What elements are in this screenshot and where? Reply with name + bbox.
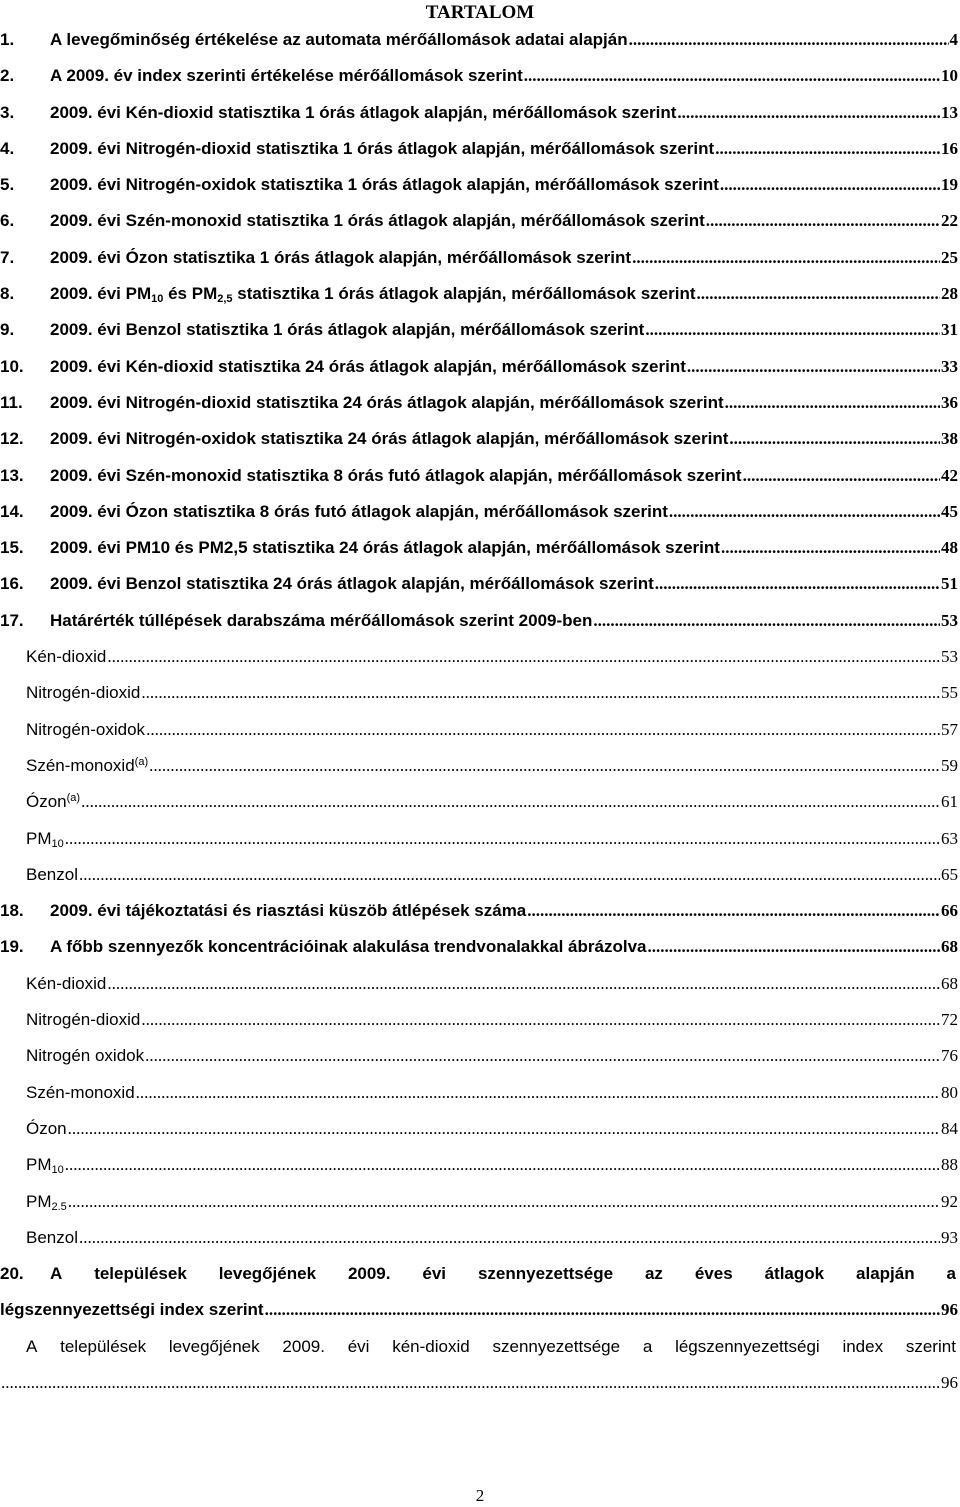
dot-leader <box>720 175 940 195</box>
dot-leader <box>645 320 940 340</box>
subentry-text: Nitrogén-dioxid <box>26 683 141 703</box>
toc-subentry-benzene[interactable] <box>0 865 960 901</box>
dot-leader <box>725 393 940 413</box>
toc-title: TARTALOM <box>425 2 535 23</box>
entry-text: 2009. évi Kén-dioxid statisztika 24 órás átlagok alapján, mérőállomások szerint <box>50 356 686 376</box>
entry-page: 28 <box>941 284 958 304</box>
dot-leader <box>136 1083 940 1103</box>
dot-leader <box>107 974 940 994</box>
dot-leader <box>68 1119 940 1139</box>
subentry-text: Kén-dioxid <box>26 647 107 667</box>
entry-page: 38 <box>941 429 958 449</box>
toc-subentry-no2-trend[interactable] <box>0 1010 960 1046</box>
entry-page: 22 <box>941 211 958 231</box>
dot-leader <box>593 611 940 631</box>
dot-leader <box>527 901 940 921</box>
entry-number: 6. <box>0 211 15 231</box>
toc-entry-10[interactable] <box>0 357 960 393</box>
subentry-page: 63 <box>941 828 958 848</box>
entry-line-2 <box>0 1300 960 1336</box>
entry-text: 2009. évi Benzol statisztika 24 órás átlagok alapján, mérőállomások szerint <box>50 574 654 594</box>
toc-subentry-nox[interactable] <box>0 720 960 756</box>
word: index <box>842 1336 884 1356</box>
toc-subentry-co[interactable] <box>0 756 960 792</box>
subentry-text-part: PM <box>26 828 52 848</box>
word: a <box>642 1336 653 1356</box>
word: éves <box>694 1264 733 1284</box>
entry-text: Határérték túllépések darabszáma mérőállomások szerint 2009-ben <box>50 610 593 630</box>
subscript: 10 <box>51 837 64 850</box>
word: levegőjének <box>168 1336 260 1356</box>
subscript: 2,5 <box>217 293 233 306</box>
entry-number: 5. <box>0 175 15 195</box>
entry-number: 14. <box>0 501 24 521</box>
toc-subentry-ozone[interactable] <box>0 792 960 828</box>
dot-leader <box>687 357 940 377</box>
subentry-text: Szén-monoxid <box>26 1082 135 1102</box>
subentry-page: 68 <box>941 973 958 993</box>
entry-text-continued: légszennyezettségi index szerint <box>0 1300 264 1320</box>
dot-leader <box>647 937 940 957</box>
subentry-page: 84 <box>941 1118 958 1138</box>
entry-text: 2009. évi Szén-monoxid statisztika 8 órás futó átlagok alapján, mérőállomások szerint <box>50 465 742 485</box>
entry-number: 18. <box>0 901 24 921</box>
entry-page: 19 <box>941 175 958 195</box>
entry-text <box>50 284 696 304</box>
word: A <box>50 1264 63 1284</box>
toc-entry-15[interactable] <box>0 538 960 574</box>
subentry-text-part: Szén-monoxid <box>26 755 135 775</box>
entry-text <box>50 1264 956 1284</box>
entry-text: A levegőminőség értékelése az automata mérőállomások adatai alapján <box>50 30 628 49</box>
entry-page: 42 <box>941 465 958 485</box>
subentry-text: Ózon <box>26 1118 67 1138</box>
entry-page: 31 <box>941 320 958 340</box>
entry-number: 16. <box>0 574 24 594</box>
subentry-text <box>26 829 64 849</box>
subentry-text: Nitrogén-oxidok <box>26 719 146 739</box>
word: szerint <box>905 1336 956 1356</box>
entry-text-part: 2009. évi PM <box>50 284 152 304</box>
subentry-text: Nitrogén-dioxid <box>26 1010 141 1030</box>
subentry-page: 80 <box>941 1082 958 1102</box>
entry-text: A 2009. év index szerinti értékelése mérőállomások szerint <box>50 66 523 86</box>
dot-leader <box>721 538 940 558</box>
entry-text: 2009. évi Kén-dioxid statisztika 1 órás átlagok alapján, mérőállomások szerint <box>50 102 677 122</box>
dot-leader <box>65 1155 940 1175</box>
toc-entry-17[interactable] <box>0 611 960 647</box>
dot-leader <box>524 66 940 86</box>
entry-text: 2009. évi Ózon statisztika 8 órás futó átlagok alapján, mérőállomások szerint <box>50 501 668 521</box>
entry-number: 4. <box>0 138 15 158</box>
subscript: 2.5 <box>51 1200 67 1213</box>
dot-leader <box>729 429 940 449</box>
subentry-text <box>26 756 148 776</box>
entry-page: 51 <box>941 574 958 594</box>
entry-number: 11. <box>0 392 23 412</box>
dot-leader <box>715 139 940 159</box>
entry-number: 3. <box>0 102 15 122</box>
entry-number: 12. <box>0 429 24 449</box>
toc-entry-20[interactable] <box>0 1264 960 1337</box>
entry-text: 2009. évi Nitrogén-dioxid statisztika 1 órás átlagok alapján, mérőállomások szerint <box>50 138 715 158</box>
word: települések <box>94 1264 187 1284</box>
entry-number: 19. <box>0 937 24 957</box>
entry-line-1 <box>0 1264 960 1300</box>
toc-entry-9[interactable] <box>0 320 960 356</box>
dot-leader <box>68 1192 940 1212</box>
dot-leader <box>669 502 940 522</box>
entry-text: A főbb szennyezők koncentrációinak alakulása trendvonalakkal ábrázolva <box>50 937 647 957</box>
subentry-page: 65 <box>941 864 958 884</box>
subentry-text <box>26 1337 956 1357</box>
subentry-text: Benzol <box>26 864 78 884</box>
subentry-page: 61 <box>941 792 958 812</box>
dot-leader <box>141 1010 940 1030</box>
entry-page: 68 <box>941 937 958 957</box>
toc-entry-3[interactable] <box>0 103 960 139</box>
subentry-page: 93 <box>941 1227 958 1247</box>
word: alapján <box>856 1264 915 1284</box>
subentry-text <box>26 1192 67 1212</box>
entry-number: 7. <box>0 247 15 267</box>
dot-leader <box>141 683 940 703</box>
subscript: 10 <box>51 1164 64 1177</box>
dot-leader <box>149 756 940 776</box>
entry-text: 2009. évi tájékoztatási és riasztási küszöb átlépések száma <box>50 901 527 921</box>
subentry-text-part: PM <box>26 1191 52 1211</box>
entry-text: 2009. évi Nitrogén-oxidok statisztika 1 órás átlagok alapján, mérőállomások szerint <box>50 175 719 195</box>
toc-subentry-ozone-trend[interactable] <box>0 1119 960 1155</box>
word: 2009. <box>282 1336 325 1356</box>
word: évi <box>347 1336 370 1356</box>
dot-leader <box>146 720 940 740</box>
entry-page: 53 <box>941 610 958 630</box>
entry-number: 13. <box>0 465 24 485</box>
dot-leader <box>107 647 940 667</box>
dot-leader <box>145 1046 940 1066</box>
superscript: (a) <box>134 755 149 768</box>
entry-page: 13 <box>941 102 958 122</box>
subentry-text: Benzol <box>26 1227 78 1247</box>
toc-entry-16[interactable] <box>0 574 960 610</box>
subentry-page: 88 <box>941 1155 958 1175</box>
word: szennyezettsége <box>492 1336 621 1356</box>
entry-page: 33 <box>941 356 958 376</box>
subscript: 10 <box>151 293 164 306</box>
entry-text: 2009. évi Szén-monoxid statisztika 1 órás átlagok alapján, mérőállomások szerint <box>50 211 705 231</box>
dot-leader <box>1 1373 940 1393</box>
subentry-page: 72 <box>941 1010 958 1030</box>
toc-subentry-so2[interactable] <box>0 647 960 683</box>
entry-text: 2009. évi Nitrogén-dioxid statisztika 24 órás átlagok alapján, mérőállomások szerint <box>50 392 724 412</box>
toc-entry-13[interactable] <box>0 466 960 502</box>
entry-page: 48 <box>941 538 958 558</box>
table-of-contents <box>0 30 960 1409</box>
entry-page: 10 <box>941 66 958 86</box>
word: átlagok <box>764 1264 825 1284</box>
entry-text-part: és PM <box>163 284 218 304</box>
entry-page: 96 <box>941 1300 958 1320</box>
dot-leader <box>677 103 940 123</box>
word: szennyezettsége <box>477 1264 614 1284</box>
word: települések <box>60 1336 147 1356</box>
word: 2009. <box>347 1264 391 1284</box>
entry-page: 66 <box>941 901 958 921</box>
entry-text: 2009. évi Nitrogén-oxidok statisztika 24 órás átlagok alapján, mérőállomások szerint <box>50 429 729 449</box>
toc-subentry-settlements-so2[interactable] <box>0 1337 960 1410</box>
subentry-page: 76 <box>941 1046 958 1066</box>
word: az <box>644 1264 663 1284</box>
toc-subentry-pm25-trend[interactable] <box>0 1192 960 1228</box>
toc-subentry-pm10[interactable] <box>0 829 960 865</box>
toc-subentry-nox-trend[interactable] <box>0 1046 960 1082</box>
entry-number: 10. <box>0 356 24 376</box>
dot-leader <box>79 865 940 885</box>
subentry-page: 92 <box>941 1191 958 1211</box>
word: a <box>946 1264 956 1284</box>
toc-entry-6[interactable] <box>0 211 960 247</box>
subentry-page: 57 <box>941 719 958 739</box>
dot-leader <box>629 30 949 50</box>
dot-leader <box>632 248 940 268</box>
superscript: (a) <box>66 792 81 805</box>
entry-text: 2009. évi Ózon statisztika 1 órás átlagok alapján, mérőállomások szerint <box>50 247 632 267</box>
subentry-text <box>26 792 80 812</box>
dot-leader <box>65 829 940 849</box>
subentry-text: Nitrogén oxidok <box>26 1046 145 1066</box>
word: évi <box>422 1264 447 1284</box>
toc-entry-19[interactable] <box>0 937 960 973</box>
toc-entry-12[interactable] <box>0 429 960 465</box>
toc-entry-8[interactable] <box>0 284 960 320</box>
toc-entry-7[interactable] <box>0 248 960 284</box>
subentry-text: Kén-dioxid <box>26 973 107 993</box>
entry-number: 20. <box>0 1264 24 1284</box>
toc-entry-4[interactable] <box>0 139 960 175</box>
dot-leader <box>81 792 940 812</box>
toc-entry-14[interactable] <box>0 502 960 538</box>
toc-entry-5[interactable] <box>0 175 960 211</box>
toc-subentry-so2-trend[interactable] <box>0 974 960 1010</box>
toc-entry-11[interactable] <box>0 393 960 429</box>
entry-number: 17. <box>0 610 24 630</box>
dot-leader <box>655 574 940 594</box>
dot-leader <box>265 1300 940 1320</box>
subentry-text <box>26 1155 64 1175</box>
subentry-page: 53 <box>941 647 958 667</box>
subentry-page: 59 <box>941 755 958 775</box>
dot-leader <box>697 284 941 304</box>
subentry-page: 55 <box>941 683 958 703</box>
entry-page: 16 <box>941 138 958 158</box>
subentry-text-part: PM <box>26 1155 52 1175</box>
entry-text: 2009. évi Benzol statisztika 1 órás átlagok alapján, mérőállomások szerint <box>50 320 645 340</box>
subentry-page: 96 <box>941 1372 958 1392</box>
entry-number: 2. <box>0 66 15 86</box>
toc-subentry-benzene-trend[interactable] <box>0 1228 960 1264</box>
page-number: 2 <box>475 1486 485 1505</box>
dot-leader <box>79 1228 940 1248</box>
toc-entry-18[interactable] <box>0 901 960 937</box>
toc-entry-2[interactable] <box>0 66 960 102</box>
dot-leader <box>706 211 940 231</box>
dot-leader <box>743 466 940 486</box>
entry-number: 15. <box>0 538 24 558</box>
entry-text: 2009. évi PM10 és PM2,5 statisztika 24 órás átlagok alapján, mérőállomások szerint <box>50 538 720 558</box>
subentry-line-2 <box>0 1373 960 1409</box>
word: levegőjének <box>218 1264 317 1284</box>
subentry-line-1 <box>0 1337 960 1373</box>
toc-entry-1[interactable] <box>0 30 960 66</box>
entry-number: 1. <box>0 30 15 49</box>
subentry-text-part: Ózon <box>26 792 67 812</box>
word: légszennyezettségi <box>675 1336 820 1356</box>
entry-page: 25 <box>941 247 958 267</box>
word: kén-dioxid <box>392 1336 470 1356</box>
entry-number: 9. <box>0 320 15 340</box>
toc-subentry-pm10-trend[interactable] <box>0 1155 960 1191</box>
entry-page: 45 <box>941 501 958 521</box>
toc-subentry-co-trend[interactable] <box>0 1083 960 1119</box>
entry-number: 8. <box>0 284 15 304</box>
entry-page: 36 <box>941 392 958 412</box>
toc-subentry-no2[interactable] <box>0 683 960 719</box>
entry-text-part: statisztika 1 órás átlagok alapján, mérőállomások szerint <box>232 284 696 304</box>
word: A <box>26 1336 38 1356</box>
entry-page: 4 <box>949 30 958 49</box>
